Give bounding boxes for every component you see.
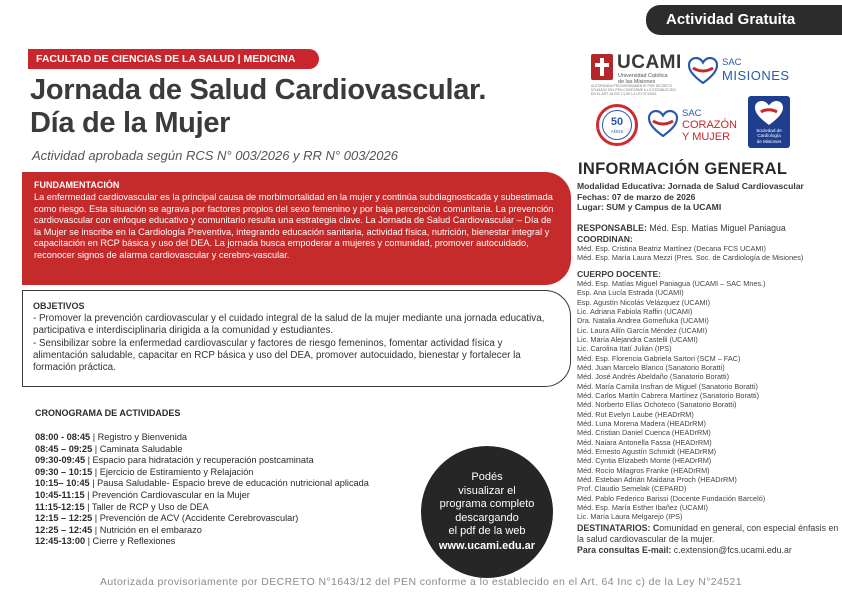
destinatarios	[577, 523, 839, 545]
socm-line-2: Cardiología	[757, 133, 781, 139]
sac-corazon-sac: SAC	[682, 108, 702, 119]
schedule-activity: | Taller de RCP y Uso de DEA	[84, 501, 209, 512]
schedule-activity: | Cierre y Reflexiones	[85, 536, 176, 547]
docente-item: Méd. Ernesto Agustín Schmidt (HEADrRM)	[577, 447, 717, 457]
docente-item: Prof. Claudio Semelak (CEPARD)	[577, 484, 687, 494]
title-line-2: Día de la Mujer	[30, 107, 231, 139]
docente-item: Dra. Natalia Andrea Gomeñuka (UCAMI)	[577, 316, 709, 326]
schedule-time: 08:00 - 08:45	[35, 432, 91, 442]
docente-item: Méd. Norberto Elías Ochoteco (Sanatorio Boratti)	[577, 400, 737, 410]
schedule-time: 09:30 – 10:15	[35, 466, 93, 477]
faculty-banner: FACULTAD DE CIENCIAS DE LA SALUD | MEDICINA	[28, 49, 319, 69]
destinatarios-block	[577, 523, 839, 557]
sac-corazon-line-2: Y MUJER	[682, 131, 731, 143]
docente-item: Méd. Esp. María Esther Ibañez (UCAMI)	[577, 503, 708, 513]
heart-icon	[688, 57, 718, 84]
sac-corazon-mujer-logo	[648, 104, 744, 144]
fundamentacion-box	[22, 172, 571, 285]
objetivos-heading: OBJETIVOS	[33, 301, 85, 311]
free-activity-badge: Actividad Gratuita	[646, 5, 842, 35]
circle-line-4: descargando	[455, 511, 519, 524]
destinatarios-label: DESTINATARIOS: C	[577, 523, 660, 533]
responsable-name: Méd. Esp. Matías Miguel Paniagua	[646, 222, 786, 233]
fundamentacion-text: La enfermedad cardiovascular es la principal causa de morbimortalidad en la mujer y continúa subdiagnosticada y subestimada como riesgo. Esta situación se agrava por factores propios del sexo femenino y por baja percepción comunitaria. La prevención cardiovascular con enfoque educativo y comunitario resulta una estrategia clave. La Jornada de Salud Cardiovascular – Día de la Mujer se inscribe en la Cardiología Preventiva, integrando educación sanitaria, actividad física, nutrición, bienestar integral y capacitación en RCP básica y uso del DEA. La jornada busca empoderar a mujeres y comunidad, promover autocuidado, reconocer signos de alarma cardiovascular y cerebro-vascular.	[34, 192, 554, 260]
ucami-logo	[591, 50, 682, 96]
schedule-time: 12:25 – 12:45	[35, 524, 93, 535]
info-general-heading: INFORMACIÓN GENERAL	[578, 160, 788, 178]
docente-item: Lic. Carolina Itatí Julián (IPS)	[577, 344, 672, 354]
circle-line-1: Podés	[471, 471, 503, 484]
socm-line-3: de Misiones	[756, 138, 782, 144]
ucami-logo-fineprint: AUTORIZADA PROVISORIAMENTE POR DECRETO N°1643/12 DEL PEN CONFORME A LO ESTABLECIDO EN EL ART. 64 INC C) DE LA LEY N°24521	[591, 84, 676, 96]
docente-item: Méd. Esp. Florencia Gabriela Sartori (SCM – FAC)	[577, 353, 741, 363]
docente-item: Méd. Pablo Federico Barissi (Docente Fundación Barceló)	[577, 493, 766, 503]
sac-misiones-name: MISIONES	[722, 68, 790, 83]
ucami-cross-icon	[591, 54, 613, 80]
docente-item: Esp. Ana Lucía Estrada (UCAMI)	[577, 288, 684, 298]
schedule-row	[35, 455, 435, 467]
download-program-circle	[421, 446, 553, 578]
circle-line-2: visualizar el	[458, 484, 516, 497]
docente-item: Méd. Luna Morena Madera (HEADrRM)	[577, 419, 706, 429]
responsable-label: RESPONSABLE:	[577, 222, 647, 233]
schedule-activity: | Ejercicio de Estiramiento y Relajación	[92, 466, 254, 477]
coordinator: Méd. Esp. María Laura Mezzi (Pres. Soc. de Cardiología de Misiones)	[577, 253, 804, 263]
responsable	[577, 223, 839, 234]
docente-item: Méd. Cristian Daniel Cuenca (HEADrRM)	[577, 428, 711, 438]
schedule-row	[35, 478, 435, 490]
coordinan-label: COORDINAN:	[577, 233, 633, 244]
schedule-row	[35, 513, 435, 525]
docente-item: Esp. Agustín Nicolás Velázquez (UCAMI)	[577, 297, 711, 307]
title-line-1: Jornada de Salud Cardiovascular.	[30, 74, 487, 106]
sac-corazon-line-1: CORAZÓN	[682, 119, 737, 131]
docente-item: Lic. María Alejandra Castelli (UCAMI)	[577, 334, 698, 344]
docente-item: Méd. Naiara Antonella Fassa (HEADrRM)	[577, 437, 712, 447]
coordinator: Méd. Esp. Cristina Beatriz Martínez (Decana FCS UCAMI)	[577, 243, 766, 253]
ucami-sub-line-2: de las Misiones	[618, 79, 656, 86]
docente-item: Méd. Rocío Milagros Franke (HEADrRM)	[577, 465, 710, 475]
docente-item: Méd. Esteban Adrián Maidana Proch (HEADrRM)	[577, 475, 737, 485]
lugar: Lugar: SUM y Campus de la UCAMI	[577, 202, 722, 213]
schedule-time: 10:15– 10:45	[35, 478, 90, 489]
fundamentacion-heading: FUNDAMENTACIÓN	[34, 180, 120, 190]
docente-item: Méd. José Andrés Abeldaño (Sanatorio Boratti)	[577, 372, 730, 382]
anniversary-number: 50	[610, 116, 624, 128]
modalidad: Modalidad Educativa: Jornada de Salud Cardiovascular	[577, 181, 804, 191]
docente-item: Méd. Cyntia Elizabeth Monte (HEADrRM)	[577, 456, 712, 466]
docente-item: Méd. Esp. Matías Miguel Paniagua (UCAMI – SAC Mnes.)	[577, 278, 766, 288]
schedule-activity: | Espacio para hidratación y recuperación postcaminata	[85, 455, 314, 466]
heart-icon	[754, 100, 784, 126]
objetivo-item-1: - Promover la prevención cardiovascular y el cuidado integral de la salud de la mujer mediante una jornada educativa, participativa e interdisciplinaria dirigida a la comunidad y estudiantes.	[33, 313, 545, 337]
objetivos-box	[22, 290, 571, 387]
schedule-row	[35, 467, 435, 479]
anniversary-label: AÑOS	[610, 129, 624, 134]
schedule-time: 09:30-09:45	[35, 455, 86, 466]
schedule-row	[35, 525, 435, 537]
docente-item: Lic. María Laura Melgarejo (IPS)	[577, 512, 683, 522]
circle-line-3: programa completo	[439, 498, 535, 511]
sac-misiones-sac: SAC	[722, 57, 742, 68]
schedule-activity: | Prevención de ACV (Accidente Cerebrovascular)	[92, 513, 299, 524]
schedule-time: 08:45 – 09:25	[35, 443, 93, 454]
schedule-activity: | Prevención Cardiovascular en la Mujer	[84, 489, 250, 500]
heart-icon	[648, 110, 678, 137]
docente-item: Méd. Juan Marcelo Blanco (Sanatorio Boratti)	[577, 362, 725, 372]
legal-footer: Autorizada provisoriamente por DECRETO N°1643/12 del PEN conforme a lo establecido en el Art. 64 Inc c) de la Ley N°24521	[99, 576, 742, 588]
anniversary-seal	[602, 110, 632, 140]
schedule-time: 10:45-11:15	[35, 489, 85, 500]
ucami-logo-name: UCAMI	[617, 52, 682, 73]
circle-line-5: el pdf de la web	[448, 525, 526, 538]
socm-line-1: Sociedad de	[756, 128, 782, 133]
schedule-time: 11:15-12:15	[35, 501, 85, 512]
schedule-row	[35, 432, 435, 444]
fifty-years-logo	[596, 104, 638, 146]
info-general-panel	[577, 181, 839, 522]
schedule-row	[35, 444, 435, 456]
page-title	[30, 74, 560, 140]
schedule-activity: | Nutrición en el embarazo	[92, 524, 202, 535]
objetivo-item-2: - Sensibilizar sobre la enfermedad cardiovascular y factores de riesgo femeninos, fomentar actividad física y alimentación saludable, capacitar en RCP básica y uso del DEA, promover autocuidado, bienestar y fortalecer la formación práctica.	[33, 337, 521, 374]
destinatarios-text: omunidad en general, con especial énfasis en la salud cardiovascular de la mujer.	[577, 523, 839, 545]
consultas-label: Para consultas E-mail:	[577, 545, 672, 556]
consultas	[577, 545, 839, 556]
schedule-time: 12:45-13:00	[35, 536, 86, 547]
docente-item: Lic. Laura Ailín García Méndez (UCAMI)	[577, 325, 708, 335]
docente-item: Lic. Adriana Fabiola Raffin (UCAMI)	[577, 306, 693, 316]
contact-email[interactable]: c.extension@fcs.ucami.edu.ar	[671, 545, 792, 556]
docente-item: Méd. María Camila Insfran de Miguel (Sanatorio Boratti)	[577, 381, 758, 391]
schedule-row	[35, 536, 435, 548]
schedule-activity: | Pausa Saludable- Espacio breve de educación nutricional aplicada	[89, 478, 369, 489]
cronograma-heading: CRONOGRAMA DE ACTIVIDADES	[35, 408, 181, 418]
cronograma-list	[35, 432, 435, 548]
schedule-activity: | Caminata Saludable	[92, 443, 183, 454]
website-link[interactable]: www.ucami.edu.ar	[438, 539, 536, 552]
ucami-sub-line-1: Universidad Católica	[618, 73, 668, 79]
sociedad-cardiologia-misiones-logo	[748, 96, 790, 148]
docente-item: Méd. Carlos Martín Cabrera Martínez (Sanatorio Boratti)	[577, 391, 760, 400]
schedule-row	[35, 490, 435, 502]
schedule-activity: | Registro y Bienvenida	[90, 432, 188, 442]
socm-caption	[750, 128, 788, 144]
docente-item: Méd. Rut Evelyn Laube (HEADrRM)	[577, 409, 694, 419]
approval-subtitle: Actividad aprobada según RCS N° 003/2026 y RR N° 003/2026	[32, 148, 398, 163]
cuerpo-docente-label: CUERPO DOCENTE:	[577, 268, 662, 279]
fechas: Fechas: 07 de marzo de 2026	[577, 191, 696, 202]
sac-misiones-logo	[688, 52, 793, 90]
schedule-row	[35, 502, 435, 514]
schedule-time: 12:15 – 12:25	[35, 513, 93, 524]
